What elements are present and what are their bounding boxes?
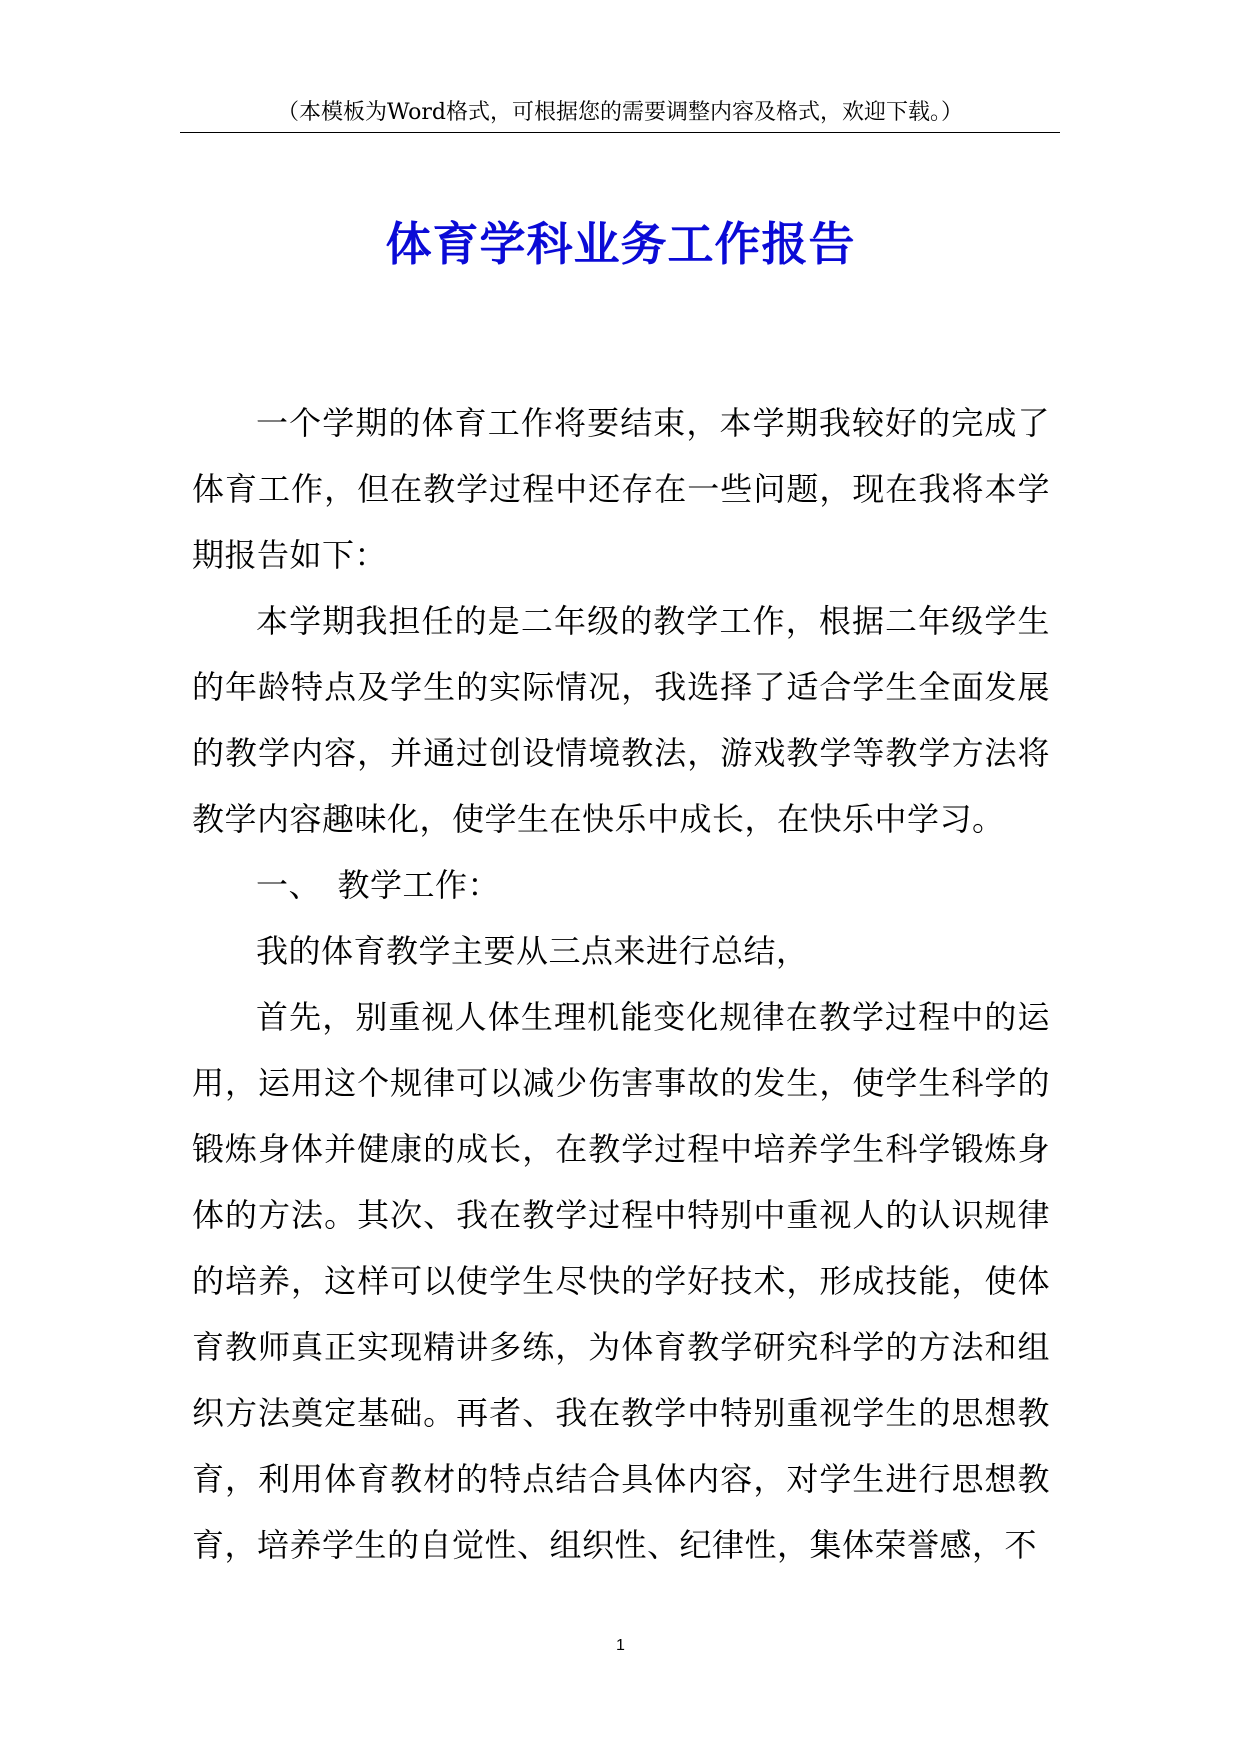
- page-number: 1: [616, 1637, 625, 1654]
- paragraph-teaching-overview: 本学期我担任的是二年级的教学工作，根据二年级学生的年龄特点及学生的实际情况，我选择了适合学生全面发展的教学内容，并通过创设情境教法，游戏教学等教学方法将教学内容趣味化，使学生在快乐中成长，在快乐中学习。: [192, 602, 1050, 838]
- paragraph-three-points: 首先，别重视人体生理机能变化规律在教学过程中的运用，运用这个规律可以减少伤害事故的发生，使学生科学的锻炼身体并健康的成长，在教学过程中培养学生科学锻炼身体的方法。其次、我在教学过程中特别中重视人的认识规律的培养，这样可以使学生尽快的学好技术，形成技能，使体育教师真正实现精讲多练，为体育教学研究科学的方法和组织方法奠定基础。再者、我在教学中特别重视学生的思想教育，利用体育教材的特点结合具体内容，对学生进行思想教育，培养学生的自觉性、组织性、纪律性，集体荣誉感，不: [192, 998, 1050, 1564]
- paragraph-intro: 一个学期的体育工作将要结束，本学期我较好的完成了体育工作，但在教学过程中还存在一些问题，现在我将本学期报告如下：: [192, 404, 1050, 574]
- template-note: （本模板为Word格式，可根据您的需要调整内容及格式，欢迎下载。）: [277, 100, 963, 125]
- section-heading-teaching-work: 一、 教学工作：: [256, 866, 501, 904]
- document-body: [192, 390, 1050, 1578]
- paragraph-summary-lead: 我的体育教学主要从三点来进行总结，: [256, 932, 809, 970]
- document-title: 体育学科业务工作报告: [385, 217, 856, 271]
- header-divider: [180, 132, 1060, 133]
